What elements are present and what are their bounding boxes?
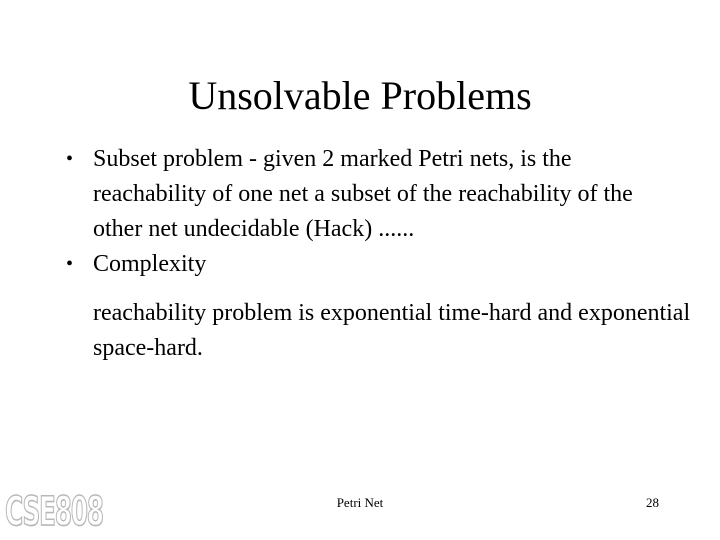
bullet-marker: • [66, 148, 74, 170]
complexity-detail: reachability problem is exponential time-hard and exponential space-hard. [93, 300, 691, 361]
bullet-marker: • [66, 253, 74, 275]
bullet-item-complexity [66, 247, 686, 282]
slide-title: Unsolvable Problems [188, 73, 532, 118]
footer-title: Petri Net [336, 495, 384, 510]
page-number: 28 [646, 495, 659, 510]
bullet-text: Complexity [93, 251, 207, 277]
bullet-text: Subset problem - given 2 marked Petri nets, is the reachability of one net a subset of the reachability of the other net undecidable (Hack) ...... [93, 146, 633, 242]
bullet-item-subset-problem [66, 142, 686, 247]
cse808-logo: CSE808 [5, 489, 103, 535]
bullet-list [66, 142, 686, 282]
